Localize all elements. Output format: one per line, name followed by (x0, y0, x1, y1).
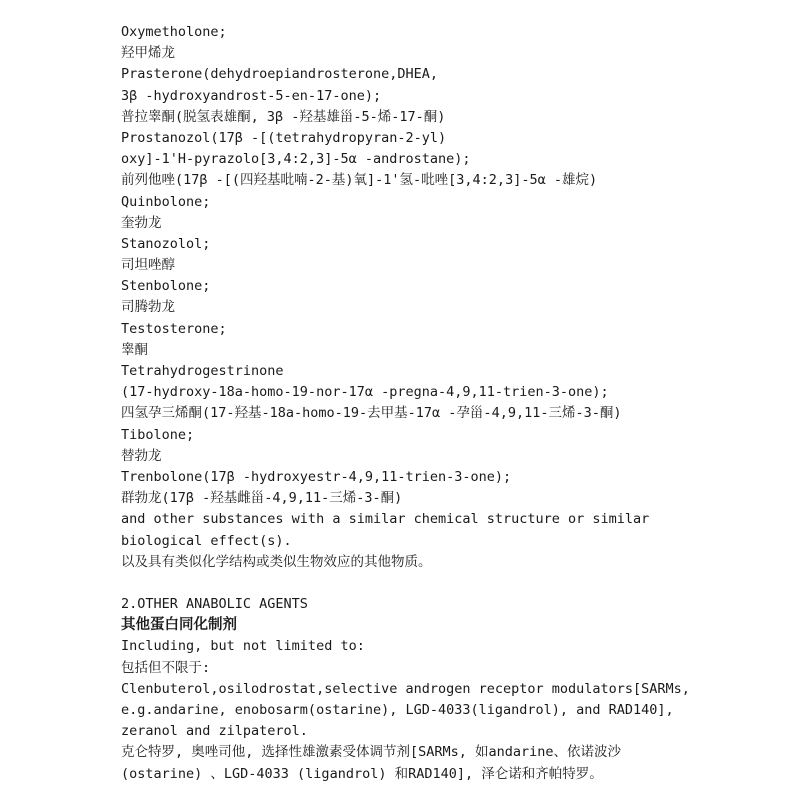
text-line: 替勃龙 (121, 447, 162, 464)
text-line: (ostarine) 、LGD-4033 (ligandrol) 和RAD140], 泽仑诺和齐帕特罗。 (121, 765, 603, 782)
text-line: zeranol and zilpaterol. (121, 723, 308, 740)
text-line: 奎勃龙 (121, 214, 162, 231)
text-line: Tibolone; (121, 426, 195, 443)
text-line: Clenbuterol,osilodrostat,selective androgen receptor modulators[SARMs, (121, 680, 690, 697)
text-line: biological effect(s). (121, 532, 292, 549)
text-line: 四氢孕三烯酮(17-羟基-18a-homo-19-去甲基-17α -孕甾-4,9,11-三烯-3-酮) (121, 405, 622, 422)
text-line: Trenbolone(17β -hydroxyestr-4,9,11-trien-3-one); (121, 468, 512, 485)
text-line: 以及具有类似化学结构或类似生物效应的其他物质。 (121, 553, 432, 570)
text-line: Oxymetholone; (121, 24, 227, 40)
text-line: Stanozolol; (121, 235, 211, 252)
text-line: 克仑特罗, 奥唑司他, 选择性雄激素受体调节剂[SARMs, 如andarine、依诺波沙 (121, 744, 622, 761)
text-line: Quinbolone; (121, 193, 211, 210)
substance-list (121, 22, 786, 573)
document-page (121, 22, 786, 785)
text-line: 司腾勃龙 (121, 299, 175, 316)
text-line: 普拉睾酮(脱氢表雄酮, 3β -羟基雄甾-5-烯-17-酮) (121, 108, 446, 125)
text-line: 睾酮 (121, 341, 148, 358)
text-line: 群勃龙(17β -羟基雌甾-4,9,11-三烯-3-酮) (121, 490, 403, 507)
text-line: (17-hydroxy-18a-homo-19-nor-17α -pregna-4,9,11-trien-3-one); (121, 384, 609, 401)
text-line: Prasterone(dehydroepiandrosterone,DHEA, (121, 66, 438, 83)
text-line: Tetrahydrogestrinone (121, 363, 284, 379)
section-heading-cn: 其他蛋白同化制剂 (121, 617, 237, 634)
text-line: e.g.andarine, enobosarm(ostarine), LGD-4033(ligandrol), and RAD140], (121, 702, 674, 718)
section-spacer (121, 573, 786, 594)
text-line: 3β -hydroxyandrost-5-en-17-one); (121, 87, 382, 104)
section-heading-en: 2.OTHER ANABOLIC AGENTS (121, 596, 308, 613)
text-line: 司坦唑醇 (121, 257, 175, 274)
text-line: Testosterone; (121, 320, 227, 337)
text-line: Stenbolone; (121, 278, 211, 295)
text-line: 包括但不限于: (121, 659, 211, 676)
text-line: and other substances with a similar chemical structure or similar (121, 511, 650, 528)
text-line: 羟甲烯龙 (121, 45, 175, 62)
text-line: oxy]-1'H-pyrazolo[3,4:2,3]-5α -androstane); (121, 151, 471, 168)
section-other-anabolic-agents (121, 594, 786, 785)
text-line: 前列他唑(17β -[(四羟基吡喃-2-基)氧]-1'氢-吡唑[3,4:2,3]-5α -雄烷) (121, 172, 598, 189)
text-line: Including, but not limited to: (121, 638, 365, 655)
text-line: Prostanozol(17β -[(tetrahydropyran-2-yl) (121, 129, 447, 146)
